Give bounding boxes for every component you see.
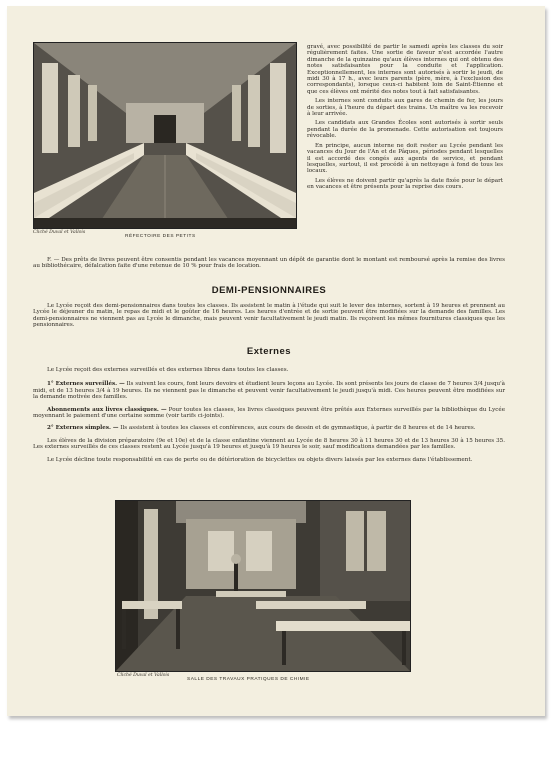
demi-pensionnaires-section <box>33 303 505 332</box>
column-paragraph: Les internes sont conduits aux gares de chemin de fer, les jours de sorties, à l'heure du départ des trains. Un maître va les recevoir à leur arrivée. <box>307 98 503 118</box>
column-paragraph: Les candidats aux Grandes Écoles sont autorisés à sortir seuls pendant la durée de la promenade. Cette autorisation est toujours révocable. <box>307 120 503 140</box>
refectory-photo-credit: Cliché Duval et Vallois <box>33 230 86 235</box>
column-paragraph: gravé, avec possibilité de partir le samedi après les classes du soir régulièrement faites. Une sortie de faveur n'est accordée l'autre dimanche de la quinzaine qu'aux élèves internes qui ont obtenu des notes satisfaisantes pour la conduite et l'application. Exceptionnellement, les internes sont autorisés à sortir le jeudi, de midi 30 à 17 h., avec leurs parents (père, mère, à l'exclusion des correspondants), lorsque ceux-ci habitent loin de Saint-Étienne et que ces élèves ont mérité des notes tout à fait satisfaisantes. <box>307 44 503 95</box>
chemistry-lab-photo <box>115 500 411 672</box>
refectory-photo-caption: RÉFECTOIRE DES PETITS <box>125 234 196 239</box>
note-f <box>33 257 505 273</box>
note-f-text: F. — Des prêts de livres peuvent être consentis pendant les vacances moyennant un dépôt de garantie dont le montant est remboursé après la remise des livres au bibliothécaire, défalcation faite d'une retenue de 10 % pour frais de location. <box>33 257 505 270</box>
chemistry-lab-photo-illustration <box>116 501 410 671</box>
division-preparatoire: Les élèves de la division préparatoire (9e et 10e) et de la classe enfantine viennent au Lycée de 8 heures 30 à 11 heures 30 et de 13 heures 30 à 15 heures 35. Les externes surveillés de ces classes restent au Lycée jusqu'à 19 heures et jusqu'à 19 heures le soir, sauf modifications demandées par les familles. <box>33 437 505 451</box>
heading-demi-pensionnaires: DEMI-PENSIONNAIRES <box>211 285 327 296</box>
abonnements-label: Abonnements aux livres classiques. — <box>47 406 167 413</box>
column-paragraph: En principe, aucun interne ne doit rester au Lycée pendant les vacances du Jour de l'An et de Pâques, périodes pendant lesquelles il est accordé des congés aux agents de service, et pendant lesquelles, surtout, il est procédé à un nettoyage à fond de tous les locaux. <box>307 142 503 175</box>
externes-surveilles-text: Ils suivent les cours, font leurs devoirs et étudient leurs leçons au Lycée. Ils sont présents les jours de classe de 7 heures 3/4 jusqu'à midi, et de 13 heures 3/4 à 19 heures. Ils ne viennent pas le dimanche et peuvent venir facultativement le jeudi jusqu'à midi. Ces heures peuvent être modifiées sur la demande motivée des familles. <box>33 381 506 401</box>
document-page <box>7 6 545 716</box>
chemistry-photo-credit: Cliché Duval et Vallois <box>117 673 170 678</box>
externes-surveilles-label: 1° Externes surveillés. — <box>47 381 125 388</box>
externes-intro: Le Lycée reçoit des externes surveillés et des externes libres dans toutes les classes. <box>47 367 289 373</box>
responsabilite-bicyclettes: Le Lycée décline toute responsabilité en cas de perte ou de détérioration de bicyclettes ou objets divers laissés par les externes dans l'établissement. <box>47 456 473 463</box>
demi-pensionnaires-text: Le Lycée reçoit des demi-pensionnaires dans toutes les classes. Ils assistent le matin à l'étude qui suit le lever des internes, sortent à 19 heures et prennent au Lycée le déjeuner du matin, le repas de midi et le goûter de 16 heures. Les heures d'entrée et de sortie peuvent être modifiées sur la demande des familles. Les demi-pensionnaires ne viennent pas au Lycée le dimanche, mais peuvent venir facultativement le jeudi matin. Ils reçoivent les mêmes fournitures classiques que les pensionnaires. <box>33 303 505 329</box>
chemistry-photo-caption: SALLE DES TRAVAUX PRATIQUES DE CHIMIE <box>187 677 310 682</box>
refectory-photo-illustration <box>34 43 296 228</box>
heading-externes: Externes <box>246 346 292 357</box>
externes-surveilles <box>33 381 505 400</box>
externes-simples <box>33 425 505 431</box>
column-paragraph: Les élèves ne doivent partir qu'après la date fixée pour le départ en vacances et être présents pour la reprise des cours. <box>307 177 503 191</box>
abonnements-text: Pour toutes les classes, les livres classiques peuvent être prêtés aux Externes surveillés par la bibliothèque du Lycée moyennant le paiement d'une certaine somme (voir tarifs ci-joints). <box>33 406 506 420</box>
boarding-rules-column <box>307 44 503 194</box>
externes-simples-label: 2° Externes simples. — <box>47 425 119 432</box>
externes-section <box>33 367 505 466</box>
abonnements-livres <box>33 407 505 420</box>
externes-simples-text: Ils assistent à toutes les classes et conférences, aux cours de dessin et de gymnastique, à partir de 8 heures et de 14 heures. <box>120 425 476 432</box>
refectory-photo <box>33 42 297 229</box>
